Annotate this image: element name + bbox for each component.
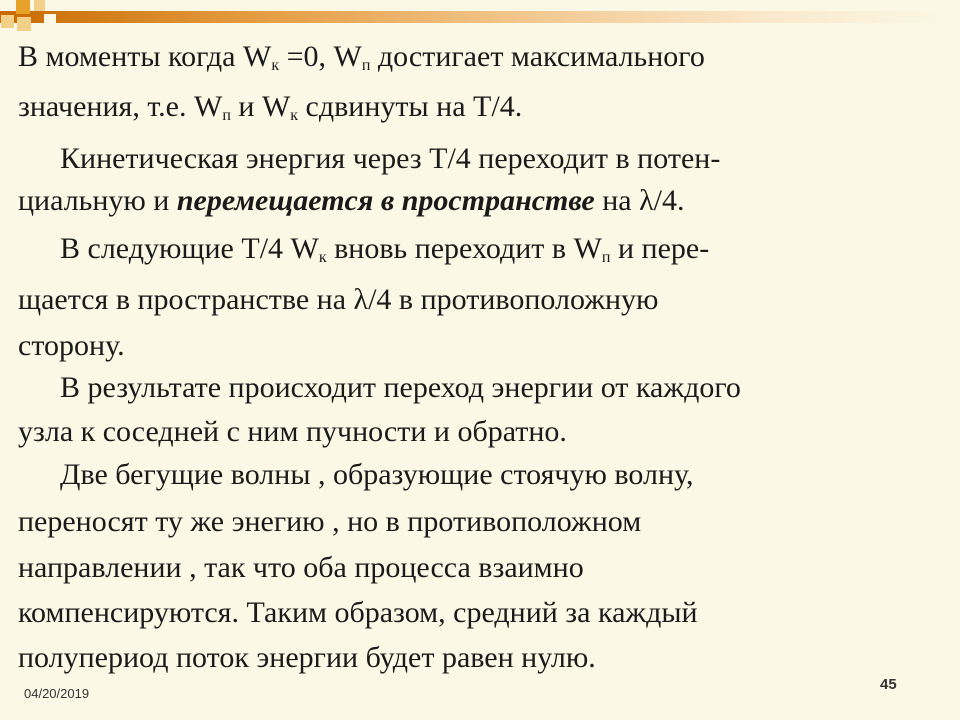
decorative-square	[34, 0, 45, 11]
subscript: п	[222, 107, 231, 124]
text: сдвинуты на Т/4.	[298, 90, 523, 123]
text-line-1	[18, 40, 705, 75]
decorative-square	[16, 0, 30, 14]
text: на λ/4.	[594, 184, 685, 217]
text: достигает максимального	[370, 40, 705, 73]
text-line-4	[18, 184, 685, 218]
text-line-5	[18, 232, 709, 267]
text-line-6: щается в пространстве на λ/4 в противоположную	[18, 283, 659, 316]
subscript: к	[318, 249, 327, 266]
text: и пере-	[610, 232, 710, 265]
decorative-square	[44, 14, 56, 26]
header-gradient-strip	[0, 11, 960, 23]
text: значения, т.е. W	[18, 90, 223, 123]
text-line-2	[18, 90, 522, 125]
decorative-header-bar	[0, 0, 960, 34]
decorative-square	[1, 15, 14, 28]
page-number: 45	[880, 676, 897, 693]
text-line-10: Две бегущие волны , образующие стоячую волну,	[60, 458, 694, 491]
emphasized-text: перемещается в пространстве	[176, 184, 595, 217]
subscript: к	[271, 57, 280, 74]
text: и W	[230, 90, 291, 123]
subscript: п	[361, 57, 371, 74]
text: вновь переходит в W	[326, 232, 602, 265]
text-line-9: узла к соседней с ним пучности и обратно.	[18, 415, 567, 448]
decorative-square	[17, 17, 31, 31]
text-line-3: Кинетическая энергия через Т/4 переходит в потен-	[60, 142, 721, 175]
subscript: п	[601, 249, 611, 266]
text-line-8: В результате происходит переход энергии от каждого	[60, 371, 741, 404]
text: =0, W	[279, 40, 362, 73]
text: В моменты когда W	[18, 40, 272, 73]
text-line-11: переносят ту же энегию , но в противоположном	[18, 505, 642, 538]
text-line-13: компенсируются. Таким образом, средний за каждый	[18, 596, 698, 629]
subscript: к	[290, 107, 299, 124]
footer-date: 04/20/2019	[24, 686, 90, 701]
text: В следующие Т/4 W	[60, 232, 319, 265]
text-line-14: полупериод поток энергии будет равен нулю.	[18, 641, 596, 674]
text-line-7: сторону.	[18, 329, 125, 362]
text: циальную и	[18, 184, 177, 217]
text-line-12: направлении , так что оба процесса взаимно	[18, 551, 584, 584]
